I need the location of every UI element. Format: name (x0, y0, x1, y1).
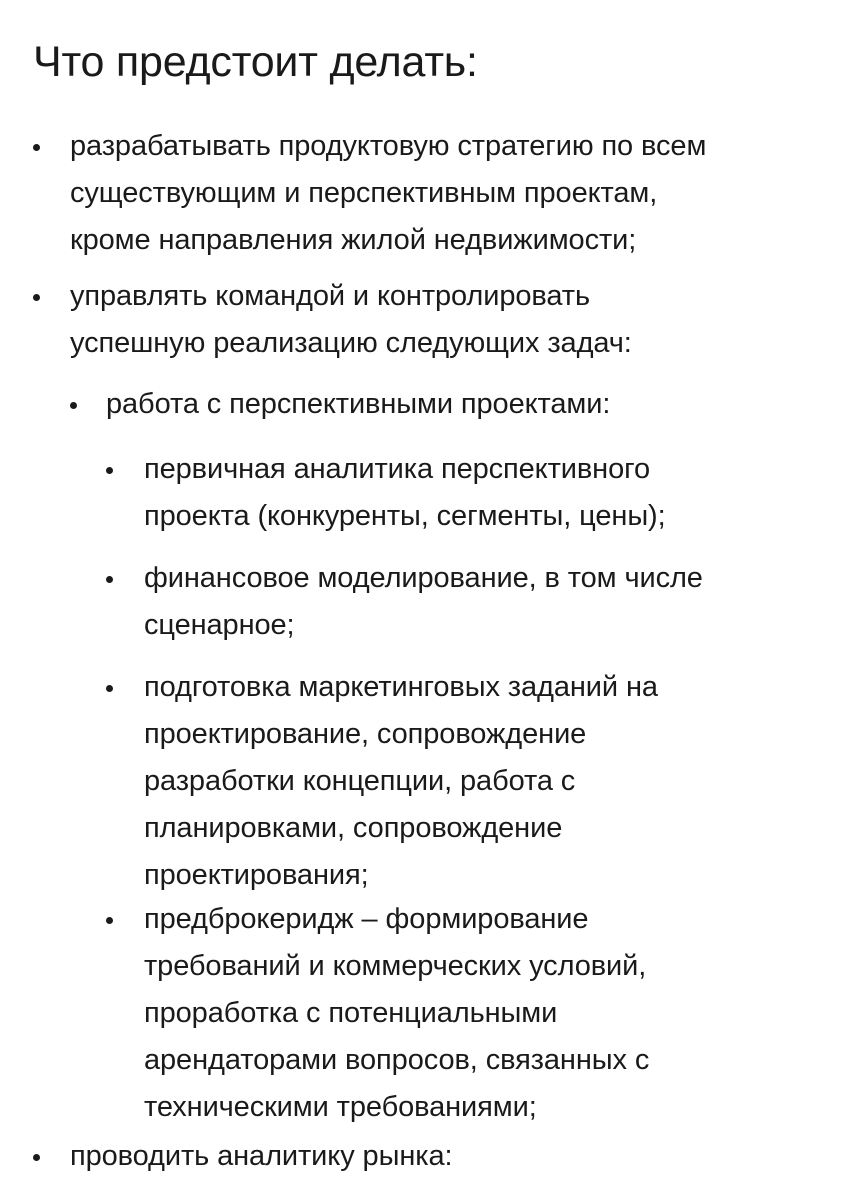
list-item (144, 664, 658, 899)
list-item-text: проводить аналитику рынка: (70, 1140, 453, 1172)
list-item-text: работа с перспективными проектами: (106, 388, 611, 420)
list-item (70, 273, 632, 367)
bullet-icon (106, 555, 126, 602)
bullet-icon (106, 446, 126, 493)
bullet-icon (33, 273, 53, 320)
list-item-text: первичная аналитика перспективного проекта (конкуренты, сегменты, цены); (144, 453, 666, 532)
list-item (144, 446, 666, 540)
list-item (70, 1133, 452, 1180)
list-item-text: подготовка маркетинговых заданий на проектирование, сопровождение разработки концепции, работа с планировками, сопровождение проектирования; (144, 671, 658, 891)
list-item (144, 555, 703, 649)
list-item-text: предброкеридж – формирование требований и коммерческих условий, проработка с потенциальными арендаторами вопросов, связанных с техническими требованиями; (144, 903, 650, 1123)
list-item-text: финансовое моделирование, в том числе сценарное; (144, 562, 703, 641)
bullet-icon (106, 664, 126, 711)
bullet-icon (106, 896, 126, 943)
list-item (106, 381, 610, 428)
list-item-text: управлять командой и контролировать успешную реализацию следующих задач: (70, 280, 632, 359)
bullet-icon (33, 1133, 53, 1180)
list-item (70, 123, 706, 264)
bullet-icon (70, 381, 90, 428)
list-item-text: разрабатывать продуктовую стратегию по всем существующим и перспективным проектам, кроме направления жилой недвижимости; (70, 130, 707, 256)
bullet-icon (33, 123, 53, 170)
page-title: Что предстоит делать: (33, 38, 478, 86)
list-item (144, 896, 649, 1131)
